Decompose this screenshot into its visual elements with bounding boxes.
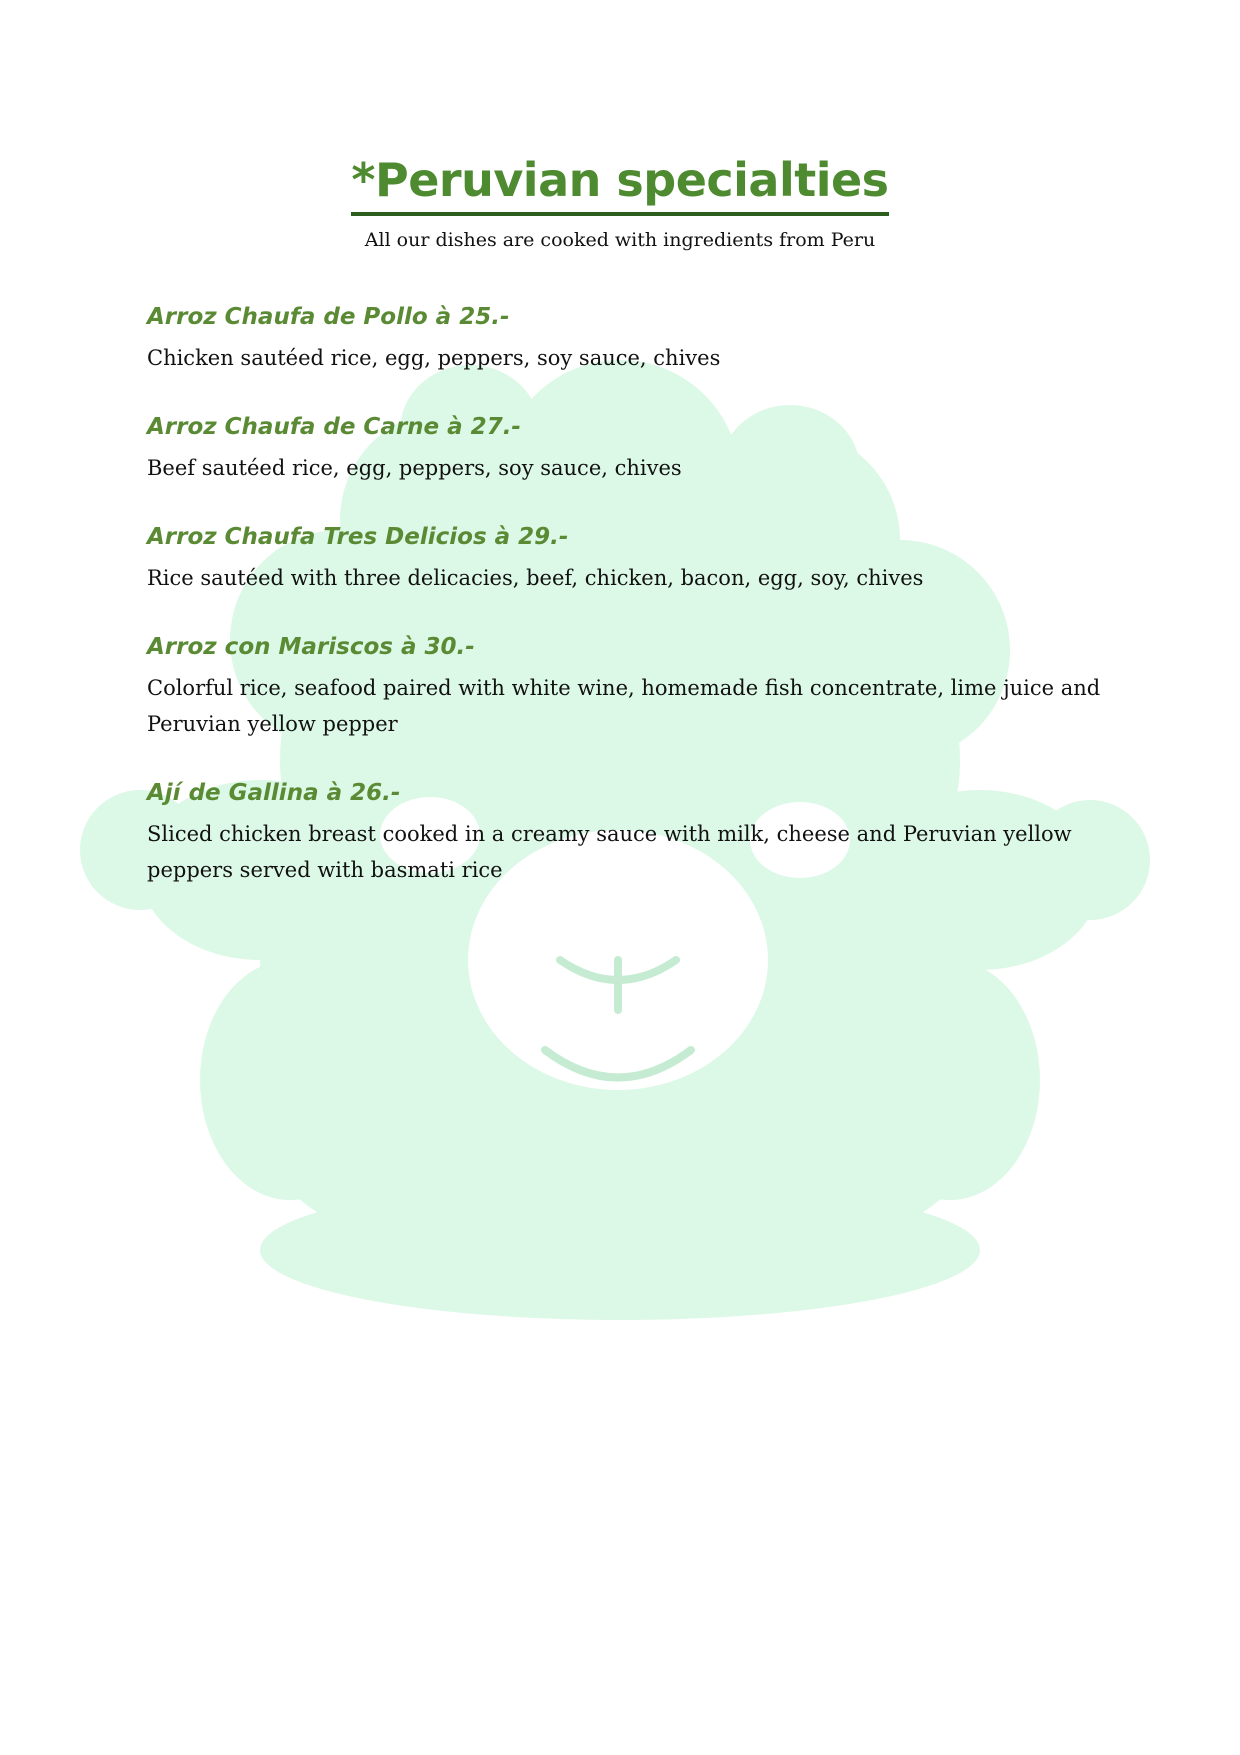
menu-item-description: Colorful rice, seafood paired with white wine, homemade fish concentrate, lime juice and Peruvian yellow pepper bbox=[147, 676, 1101, 736]
menu-item-name: Ají de Gallina à 26.- bbox=[147, 780, 401, 806]
menu-item bbox=[147, 300, 1107, 376]
menu-item-name: Arroz Chaufa Tres Delicios à 29.- bbox=[147, 524, 569, 550]
page-title: *Peruvian specialties bbox=[351, 150, 888, 216]
menu-item-name: Arroz Chaufa de Pollo à 25.- bbox=[147, 304, 510, 330]
menu-item bbox=[147, 410, 1107, 486]
menu-item bbox=[147, 630, 1107, 742]
menu-item-description: Chicken sautéed rice, egg, peppers, soy sauce, chives bbox=[147, 346, 721, 370]
menu-item-name: Arroz con Mariscos à 30.- bbox=[147, 634, 475, 660]
menu-item bbox=[147, 520, 1107, 596]
menu-item-description: Beef sautéed rice, egg, peppers, soy sauce, chives bbox=[147, 456, 682, 480]
menu-item-description: Sliced chicken breast cooked in a creamy sauce with milk, cheese and Peruvian yellow peppers served with basmati rice bbox=[147, 822, 1072, 882]
menu-list bbox=[147, 300, 1107, 922]
menu-item-description: Rice sautéed with three delicacies, beef, chicken, bacon, egg, soy, chives bbox=[147, 566, 924, 590]
menu-item bbox=[147, 776, 1107, 888]
page-subtitle: All our dishes are cooked with ingredients from Peru bbox=[364, 229, 876, 251]
header bbox=[0, 150, 1240, 252]
menu-item-name: Arroz Chaufa de Carne à 27.- bbox=[147, 414, 521, 440]
